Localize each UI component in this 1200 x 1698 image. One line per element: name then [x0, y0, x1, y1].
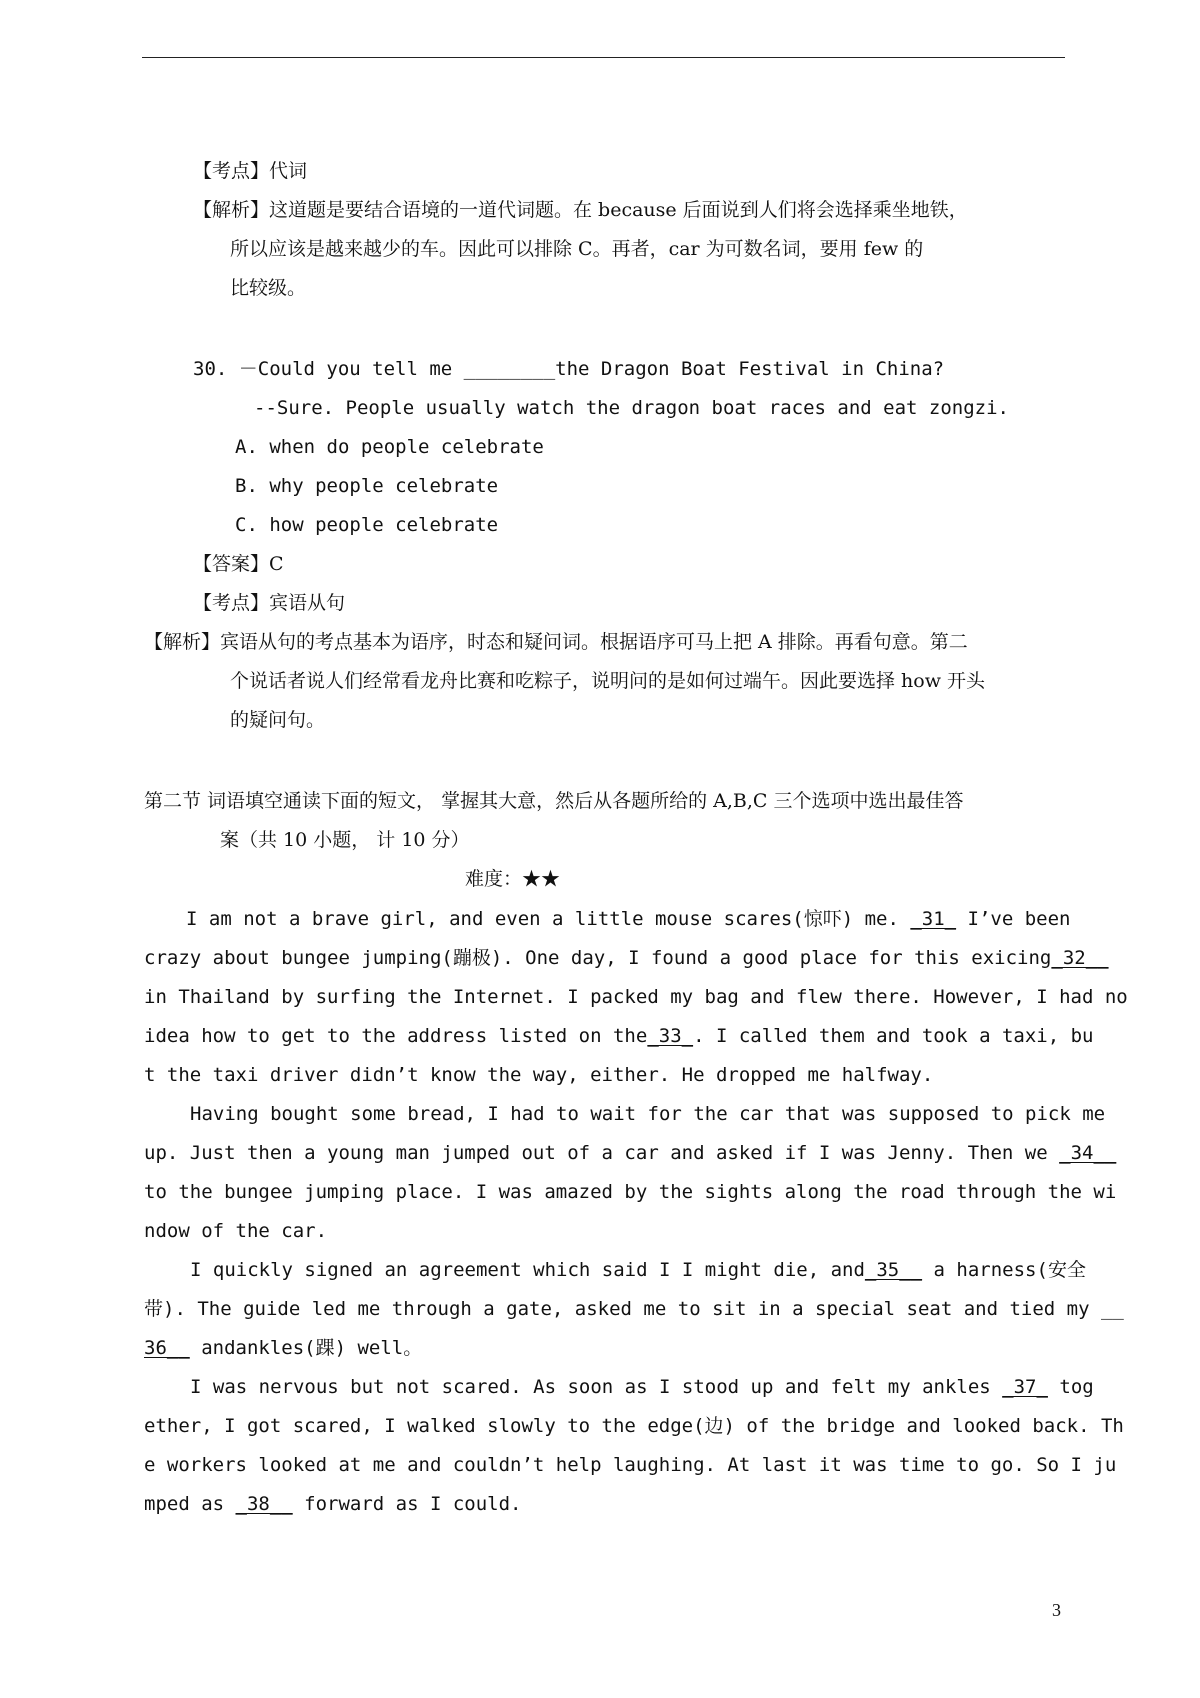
- passage-line: I was nervous but not scared. As soon as I stood up and felt my ankles _37_ tog: [190, 1376, 1094, 1398]
- jiexi-30-line-2: 个说话者说人们经常看龙舟比赛和吃粽子，说明问的是如何过端午。因此要选择 how 开头: [230, 670, 986, 692]
- page-number: 3: [1052, 1600, 1061, 1620]
- header-rule: [142, 57, 1065, 58]
- blank-35: _35__: [864, 1259, 923, 1281]
- blank-33: _33_: [647, 1025, 694, 1047]
- blank-36: 36__: [144, 1337, 190, 1359]
- jiexi-30-line-3: 的疑问句。: [230, 709, 326, 731]
- kaodian-30: 【考点】宾语从句: [193, 592, 346, 614]
- blank-38: _38__: [235, 1493, 293, 1515]
- blank-31: _31_: [910, 908, 957, 930]
- passage-line: idea how to get to the address listed on the_33_. I called them and took a taxi, bu: [144, 1025, 1094, 1047]
- question-30-reply: --Sure. People usually watch the dragon boat races and eat zongzi.: [254, 397, 1009, 419]
- blank-32: _32__: [1051, 947, 1109, 969]
- passage-line: ether, I got scared, I walked slowly to the edge(边) of the bridge and looked back. Th: [144, 1415, 1124, 1437]
- section-2-title-cont: 案（共 10 小题， 计 10 分）: [220, 829, 470, 851]
- jiexi-29-line-1: 【解析】这道题是要结合语境的一道代词题。在 because 后面说到人们将会选择乘坐地铁，: [193, 199, 968, 221]
- passage-line: Having bought some bread, I had to wait for the car that was supposed to pick me: [190, 1103, 1106, 1125]
- passage-line: in Thailand by surfing the Internet. I packed my bag and flew there. However, I had no: [144, 986, 1128, 1008]
- passage-line: crazy about bungee jumping(蹦极). One day, I found a good place for this exicing_32__: [144, 947, 1109, 969]
- passage-line: 带). The guide led me through a gate, asked me to sit in a special seat and tied my __: [144, 1298, 1124, 1320]
- passage-line: I quickly signed an agreement which said I I might die, and_35__ a harness(安全: [190, 1259, 1086, 1281]
- jiexi-30-line-1: 【解析】宾语从句的考点基本为语序，时态和疑问词。根据语序可马上把 A 排除。再看句意。第二: [144, 631, 968, 653]
- passage-line: e workers looked at me and couldn’t help laughing. At last it was time to go. So I ju: [144, 1454, 1117, 1476]
- answer-30: 【答案】C: [193, 553, 284, 575]
- jiexi-29-line-3: 比较级。: [230, 277, 307, 299]
- passage-line: ndow of the car.: [144, 1220, 328, 1242]
- kaodian-29: 【考点】代词: [193, 160, 308, 182]
- passage-line: I am not a brave girl, and even a little mouse scares(惊吓) me. _31_ I’ve been: [186, 908, 1071, 930]
- passage-line: up. Just then a young man jumped out of a car and asked if I was Jenny. Then we _34__: [144, 1142, 1117, 1164]
- option-c: C. how people celebrate: [235, 514, 499, 536]
- blank-37: _37_: [1002, 1376, 1048, 1398]
- question-30-stem: 30. －Could you tell me ________the Dragon Boat Festival in China?: [193, 358, 945, 380]
- option-a: A. when do people celebrate: [235, 436, 544, 458]
- blank-34: _34__: [1059, 1142, 1117, 1164]
- passage-line: to the bungee jumping place. I was amazed by the sights along the road through the wi: [144, 1181, 1117, 1203]
- section-2-title: 第二节 词语填空通读下面的短文， 掌握其大意，然后从各题所给的 A,B,C 三个选项中选出最佳答: [144, 790, 964, 812]
- passage-line: mped as _38__ forward as I could.: [144, 1493, 522, 1515]
- option-b: B. why people celebrate: [235, 475, 499, 497]
- difficulty-rating: 难度：★★: [465, 868, 561, 890]
- passage-line: 36__ andankles(踝) well。: [144, 1337, 423, 1359]
- jiexi-29-line-2: 所以应该是越来越少的车。因此可以排除 C。再者，car 为可数名词，要用 few 的: [230, 238, 924, 260]
- passage-line: t the taxi driver didn’t know the way, either. He dropped me halfway.: [144, 1064, 934, 1086]
